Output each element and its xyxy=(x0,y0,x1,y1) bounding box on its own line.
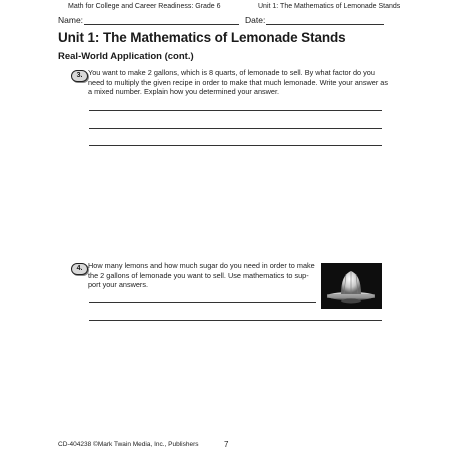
question-4-line: the 2 gallons of lemonade you want to sell. Use mathematics to sup- xyxy=(88,270,309,280)
question-3-text xyxy=(88,68,388,97)
question-3-line: You want to make 2 gallons, which is 8 quarts, of lemonade to sell. By what factor do you xyxy=(88,68,375,77)
footer-credit: CD-404238 ©Mark Twain Media, Inc., Publishers xyxy=(58,441,199,448)
question-4-line: port your answers. xyxy=(88,280,149,290)
question-number-badge: 4. xyxy=(71,263,88,275)
answer-line xyxy=(89,110,382,111)
answer-line xyxy=(89,302,316,303)
question-3-line: a mixed number. Explain how you determined your answer. xyxy=(88,87,280,97)
name-line xyxy=(84,24,239,25)
name-label: Name: xyxy=(58,15,84,25)
date-line xyxy=(266,24,384,25)
answer-line xyxy=(89,128,382,129)
section-title: Real-World Application (cont.) xyxy=(58,51,194,62)
question-3-line: need to multiply the given recipe in order to make that much lemonade. Write your answer as xyxy=(88,77,388,87)
question-4-text xyxy=(88,261,318,290)
page-number: 7 xyxy=(224,440,229,449)
unit-running-head: Unit 1: The Mathematics of Lemonade Stands xyxy=(258,3,401,10)
lemon-juicer-photo xyxy=(321,263,382,309)
date-label: Date: xyxy=(245,15,266,25)
answer-line xyxy=(89,320,382,321)
lemon-juicer-icon xyxy=(321,263,382,309)
answer-line xyxy=(89,145,382,146)
question-4-line: How many lemons and how much sugar do you need in order to make xyxy=(88,261,315,270)
book-title: Math for College and Career Readiness: Grade 6 xyxy=(68,3,221,10)
unit-title: Unit 1: The Mathematics of Lemonade Stands xyxy=(58,30,346,45)
question-number-badge: 3. xyxy=(71,70,88,82)
